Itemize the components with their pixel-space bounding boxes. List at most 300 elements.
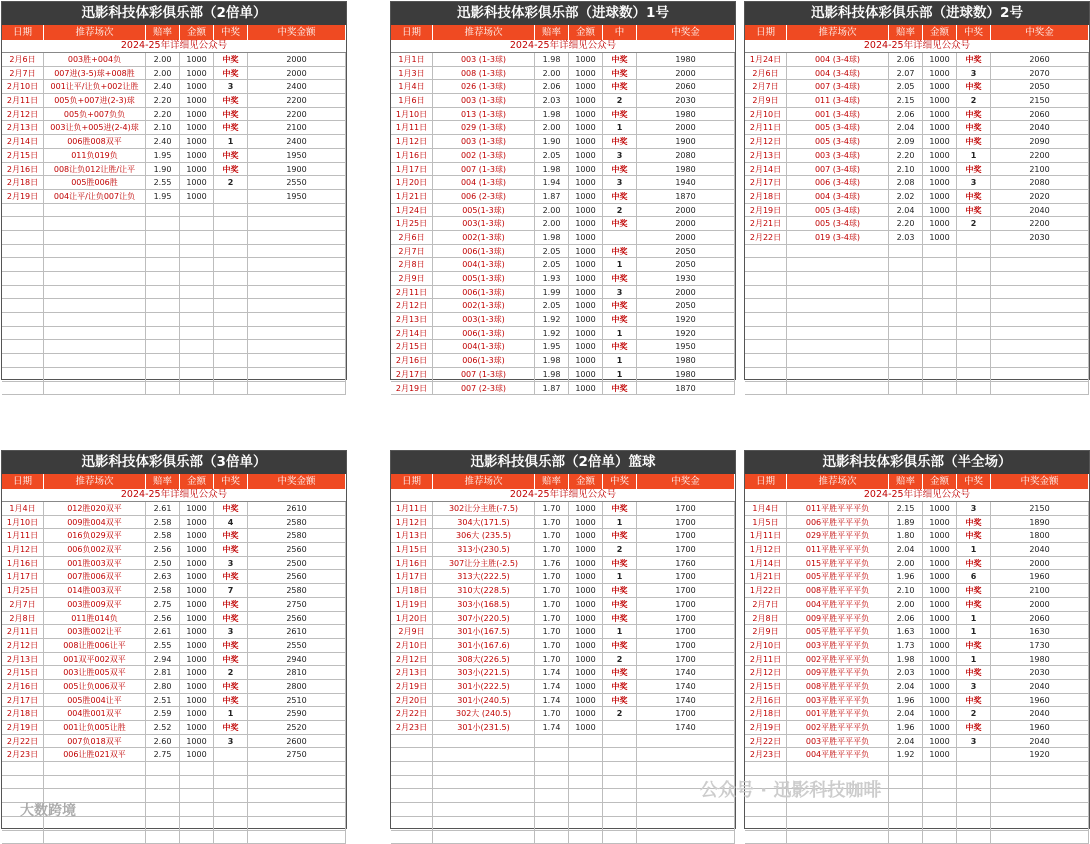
table-cell: 005(1-3球)	[433, 272, 535, 285]
table-cell: 2月7日	[745, 598, 787, 611]
table-cell: 003让负+005进(2-4)球	[44, 121, 146, 134]
panel-title: 迅影科技俱乐部（2倍单）篮球	[391, 451, 735, 474]
table-cell	[2, 217, 44, 230]
table-cell: 3	[603, 176, 637, 189]
table-cell: 2.10	[889, 584, 923, 597]
table-cell: 1000	[180, 502, 214, 515]
table-cell: 中奖	[214, 67, 248, 80]
table-cell: 1000	[180, 653, 214, 666]
table-row	[391, 368, 735, 382]
table-row	[391, 653, 735, 667]
table-cell	[957, 299, 991, 312]
table-row	[745, 707, 1089, 721]
table-cell: 1月24日	[745, 53, 787, 66]
table-cell: 1000	[569, 529, 603, 542]
table-cell	[180, 231, 214, 244]
table-cell: 2.04	[889, 204, 923, 217]
table-cell: 005 (3-4球)	[787, 217, 889, 230]
table-row	[2, 748, 346, 762]
table-cell: 1000	[180, 625, 214, 638]
table-cell: 2月23日	[745, 748, 787, 761]
column-header: 推荐场次	[433, 25, 535, 40]
table-cell	[889, 368, 923, 381]
table-cell: 1980	[637, 53, 735, 66]
table-row	[745, 694, 1089, 708]
table-cell: 2月6日	[745, 67, 787, 80]
table-cell: 1000	[923, 680, 957, 693]
table-cell: 2.05	[889, 80, 923, 93]
table-cell	[923, 313, 957, 326]
table-cell: 1000	[180, 53, 214, 66]
table-cell: 001双平002双平	[44, 653, 146, 666]
table-cell	[248, 368, 346, 381]
table-cell: 1月10日	[391, 108, 433, 121]
table-cell: 1900	[637, 135, 735, 148]
table-cell: 1000	[569, 543, 603, 556]
table-cell: 2月8日	[2, 612, 44, 625]
table-row	[2, 80, 346, 94]
table-cell	[391, 803, 433, 816]
table-cell: 1月16日	[391, 557, 433, 570]
table-cell	[146, 204, 180, 217]
table-cell: 2600	[248, 735, 346, 748]
table-cell: 1	[603, 368, 637, 381]
table-cell: 1.73	[889, 639, 923, 652]
table-cell	[745, 313, 787, 326]
table-cell	[957, 245, 991, 258]
table-cell: 1000	[923, 584, 957, 597]
table-row	[745, 108, 1089, 122]
table-cell	[991, 789, 1089, 802]
table-cell: 中奖	[603, 584, 637, 597]
table-cell: 中奖	[957, 694, 991, 707]
table-cell: 2月12日	[745, 135, 787, 148]
table-cell: 011负019负	[44, 149, 146, 162]
table-cell: 2.59	[146, 707, 180, 720]
table-cell: 2月22日	[391, 707, 433, 720]
table-cell: 1.96	[889, 721, 923, 734]
table-cell: 中奖	[603, 612, 637, 625]
table-cell: 1月22日	[745, 584, 787, 597]
table-cell: 1月11日	[2, 529, 44, 542]
table-cell: 2.61	[146, 502, 180, 515]
column-header: 中奖	[214, 474, 248, 489]
table-cell: 中奖	[957, 721, 991, 734]
table-cell: 2.00	[889, 557, 923, 570]
table-cell: 2.56	[146, 612, 180, 625]
table-cell: 313大(222.5)	[433, 570, 535, 583]
table-cell	[248, 831, 346, 844]
table-row	[745, 653, 1089, 667]
table-cell	[180, 817, 214, 830]
table-cell: 1月12日	[745, 543, 787, 556]
table-cell: 2.00	[535, 121, 569, 134]
column-header: 中奖金	[637, 25, 735, 40]
table-cell	[957, 776, 991, 789]
table-cell: 1月21日	[745, 570, 787, 583]
table-cell	[214, 245, 248, 258]
table-cell: 1000	[180, 67, 214, 80]
table-cell: 中奖	[214, 653, 248, 666]
table-cell: 中奖	[214, 570, 248, 583]
table-cell: 1	[603, 516, 637, 529]
table-cell: 004让平/让负007让负	[44, 190, 146, 203]
table-row	[2, 516, 346, 530]
table-cell: 1960	[991, 570, 1089, 583]
table-cell: 006胜008双平	[44, 135, 146, 148]
table-cell: 1.99	[535, 286, 569, 299]
table-row	[2, 204, 346, 218]
table-cell: 2.06	[889, 53, 923, 66]
table-cell	[146, 762, 180, 775]
table-cell	[787, 272, 889, 285]
table-row	[391, 666, 735, 680]
table-cell: 026 (1-3球)	[433, 80, 535, 93]
table-cell: 中奖	[957, 639, 991, 652]
table-cell: 007 (1-3球)	[433, 163, 535, 176]
table-cell: 2月15日	[745, 680, 787, 693]
table-cell: 1000	[569, 176, 603, 189]
table-cell: 1000	[923, 94, 957, 107]
table-row	[391, 639, 735, 653]
table-cell: 1000	[923, 612, 957, 625]
table-cell: 2040	[991, 707, 1089, 720]
table-cell: 2月17日	[745, 176, 787, 189]
table-cell: 2.10	[146, 121, 180, 134]
table-cell: 6	[957, 570, 991, 583]
table-cell	[957, 748, 991, 761]
table-row	[2, 231, 346, 245]
table-cell	[957, 803, 991, 816]
column-header: 推荐场次	[433, 474, 535, 489]
table-cell: 1000	[923, 121, 957, 134]
table-cell	[923, 327, 957, 340]
table-cell: 004胜001双平	[44, 707, 146, 720]
table-row	[2, 584, 346, 598]
table-cell	[569, 831, 603, 844]
table-cell: 3	[214, 557, 248, 570]
table-row	[2, 529, 346, 543]
table-cell: 2030	[637, 94, 735, 107]
table-cell: 006(1-3球)	[433, 245, 535, 258]
table-cell: 2810	[248, 666, 346, 679]
table-row	[391, 108, 735, 122]
table-cell: 中奖	[603, 639, 637, 652]
table-cell: 005 (3-4球)	[787, 135, 889, 148]
table-cell: 3	[214, 735, 248, 748]
table-cell	[248, 817, 346, 830]
table-cell: 2.15	[889, 94, 923, 107]
table-row	[2, 163, 346, 177]
table-cell: 006 (2-3球)	[433, 190, 535, 203]
table-cell: 003 (1-3球)	[433, 94, 535, 107]
column-header: 赔率	[146, 25, 180, 40]
table-cell	[889, 313, 923, 326]
table-cell: 1740	[637, 666, 735, 679]
table-cell: 2.00	[146, 53, 180, 66]
table-cell	[889, 299, 923, 312]
table-cell: 中奖	[957, 557, 991, 570]
table-cell: 1000	[569, 721, 603, 734]
table-row	[745, 735, 1089, 749]
table-cell: 2月10日	[391, 639, 433, 652]
table-row	[745, 286, 1089, 300]
table-cell: 中奖	[603, 108, 637, 121]
table-cell: 中奖	[214, 149, 248, 162]
table-cell: 2.07	[889, 67, 923, 80]
table-cell: 2月6日	[2, 53, 44, 66]
table-cell	[2, 354, 44, 367]
table-cell: 019 (3-4球)	[787, 231, 889, 244]
table-cell: 003平胜平平平负	[787, 735, 889, 748]
table-row	[391, 258, 735, 272]
table-cell: 中奖	[603, 382, 637, 395]
table-cell: 2月14日	[745, 163, 787, 176]
table-cell	[44, 258, 146, 271]
table-cell: 007进(3-5)球+008胜	[44, 67, 146, 80]
table-cell	[2, 299, 44, 312]
table-cell: 2月7日	[745, 80, 787, 93]
table-cell: 005 (3-4球)	[787, 204, 889, 217]
table-cell: 007 (3-4球)	[787, 163, 889, 176]
table-row	[745, 299, 1089, 313]
table-cell: 2.04	[889, 543, 923, 556]
table-cell: 2月18日	[2, 176, 44, 189]
table-cell: 1000	[569, 190, 603, 203]
table-cell	[957, 354, 991, 367]
table-cell: 1	[957, 149, 991, 162]
table-cell	[991, 286, 1089, 299]
column-header: 推荐场次	[44, 474, 146, 489]
table-cell: 1700	[637, 639, 735, 652]
table-cell	[889, 286, 923, 299]
table-cell	[433, 817, 535, 830]
table-row	[391, 529, 735, 543]
table-cell	[569, 735, 603, 748]
table-cell: 1000	[923, 543, 957, 556]
table-cell: 2060	[991, 612, 1089, 625]
table-cell: 1940	[637, 176, 735, 189]
table-cell	[248, 354, 346, 367]
table-cell	[44, 382, 146, 395]
table-cell: 1	[214, 135, 248, 148]
table-row	[391, 313, 735, 327]
table-cell: 1.70	[535, 543, 569, 556]
table-cell: 中奖	[603, 694, 637, 707]
table-cell: 002(1-3球)	[433, 231, 535, 244]
table-cell: 2200	[991, 217, 1089, 230]
table-cell	[889, 245, 923, 258]
table-cell: 1000	[923, 217, 957, 230]
table-cell: 1000	[180, 108, 214, 121]
table-cell	[957, 286, 991, 299]
table-cell: 1	[957, 612, 991, 625]
table-cell	[433, 762, 535, 775]
table-cell: 1000	[569, 94, 603, 107]
table-cell	[248, 313, 346, 326]
column-header: 赔率	[535, 25, 569, 40]
table-cell: 2.50	[146, 557, 180, 570]
table-cell: 2.55	[146, 176, 180, 189]
table-cell: 1月10日	[2, 516, 44, 529]
panel-subtitle: 2024-25年详细见公众号	[391, 489, 735, 502]
table-cell: 1	[603, 354, 637, 367]
column-header: 赔率	[889, 474, 923, 489]
table-cell: 001平胜平平平负	[787, 707, 889, 720]
table-cell	[180, 762, 214, 775]
table-cell: 2月18日	[745, 190, 787, 203]
table-cell: 2040	[991, 204, 1089, 217]
table-cell	[2, 272, 44, 285]
table-cell	[535, 762, 569, 775]
table-cell	[180, 313, 214, 326]
table-cell: 1000	[180, 135, 214, 148]
table-cell: 3	[957, 176, 991, 189]
table-cell: 2400	[248, 135, 346, 148]
table-cell	[433, 789, 535, 802]
table-cell: 2.05	[535, 149, 569, 162]
table-cell	[637, 735, 735, 748]
table-cell: 2.08	[889, 176, 923, 189]
table-cell: 2.06	[889, 612, 923, 625]
table-cell: 1000	[923, 735, 957, 748]
table-cell	[923, 258, 957, 271]
table-cell	[146, 831, 180, 844]
table-cell: 2.03	[889, 666, 923, 679]
table-cell	[248, 245, 346, 258]
table-cell: 304大(171.5)	[433, 516, 535, 529]
table-cell: 2.03	[535, 94, 569, 107]
table-cell	[603, 762, 637, 775]
table-row	[2, 67, 346, 81]
table-row	[2, 707, 346, 721]
table-cell: 中奖	[214, 543, 248, 556]
table-cell: 2	[603, 204, 637, 217]
table-header	[2, 25, 346, 40]
table-cell: 2月11日	[2, 625, 44, 638]
table-cell: 1	[603, 258, 637, 271]
table-cell: 009平胜平平平负	[787, 612, 889, 625]
table-cell	[44, 299, 146, 312]
table-cell: 1.95	[146, 190, 180, 203]
table-cell	[44, 217, 146, 230]
table-row	[745, 258, 1089, 272]
table-cell: 2800	[248, 680, 346, 693]
table-cell	[146, 231, 180, 244]
table-cell: 2月15日	[2, 149, 44, 162]
table-cell: 1	[957, 653, 991, 666]
table-cell: 2060	[991, 53, 1089, 66]
table-cell: 2月19日	[391, 680, 433, 693]
table-cell: 302让分主胜(-7.5)	[433, 502, 535, 515]
table-cell: 029平胜平平平负	[787, 529, 889, 542]
table-cell	[923, 776, 957, 789]
table-cell: 中奖	[214, 612, 248, 625]
table-cell: 2100	[991, 584, 1089, 597]
table-cell: 1920	[991, 748, 1089, 761]
table-cell: 2000	[248, 53, 346, 66]
table-cell	[923, 817, 957, 830]
table-cell: 2000	[637, 67, 735, 80]
table-row	[745, 803, 1089, 817]
table-cell: 2月11日	[745, 121, 787, 134]
table-cell	[991, 368, 1089, 381]
table-cell	[923, 299, 957, 312]
table-cell: 2.61	[146, 625, 180, 638]
table-cell: 001让平/让负+002让胜	[44, 80, 146, 93]
table-cell: 2月7日	[2, 598, 44, 611]
table-cell: 1950	[248, 149, 346, 162]
table-cell	[889, 789, 923, 802]
table-row	[2, 639, 346, 653]
table-cell: 1月12日	[391, 516, 433, 529]
table-cell: 313小(230.5)	[433, 543, 535, 556]
table-cell: 2月13日	[391, 313, 433, 326]
table-cell: 1700	[637, 529, 735, 542]
table-cell: 2月9日	[745, 625, 787, 638]
table-cell: 011胜014负	[44, 612, 146, 625]
table-cell: 012胜020双平	[44, 502, 146, 515]
table-cell: 1980	[637, 163, 735, 176]
table-cell	[745, 803, 787, 816]
table-cell: 中奖	[214, 502, 248, 515]
table-cell: 1980	[991, 653, 1089, 666]
table-cell	[787, 762, 889, 775]
table-cell: 011平胜平平平负	[787, 502, 889, 515]
table-cell	[957, 789, 991, 802]
table-cell: 2月11日	[391, 286, 433, 299]
table-cell	[991, 354, 1089, 367]
table-cell: 中奖	[957, 666, 991, 679]
table-cell: 1000	[180, 748, 214, 761]
table-row	[2, 190, 346, 204]
table-cell: 1.70	[535, 516, 569, 529]
table-cell	[180, 258, 214, 271]
table-cell: 1870	[637, 190, 735, 203]
table-cell: 中奖	[603, 680, 637, 693]
table-cell	[214, 831, 248, 844]
table-cell	[146, 245, 180, 258]
table-cell	[637, 831, 735, 844]
table-cell: 1月20日	[391, 612, 433, 625]
table-cell: 1.93	[535, 272, 569, 285]
table-cell	[569, 817, 603, 830]
table-cell	[957, 762, 991, 775]
table-row	[745, 53, 1089, 67]
table-row	[391, 762, 735, 776]
table-cell: 2月16日	[745, 694, 787, 707]
table-cell: 1730	[991, 639, 1089, 652]
table-cell: 2月17日	[2, 694, 44, 707]
table-cell	[923, 762, 957, 775]
table-cell	[248, 299, 346, 312]
table-cell: 008让胜006让平	[44, 639, 146, 652]
table-cell	[214, 272, 248, 285]
table-cell: 2月9日	[391, 272, 433, 285]
table-cell: 301小(222.5)	[433, 680, 535, 693]
table-cell	[957, 817, 991, 830]
table-cell: 2590	[248, 707, 346, 720]
table-row	[391, 327, 735, 341]
table-cell	[745, 299, 787, 312]
table-row	[391, 354, 735, 368]
table-cell: 1000	[923, 80, 957, 93]
table-cell: 2月18日	[2, 707, 44, 720]
table-cell: 中奖	[603, 217, 637, 230]
table-cell: 1000	[569, 625, 603, 638]
table-cell	[569, 748, 603, 761]
table-cell: 2	[603, 94, 637, 107]
